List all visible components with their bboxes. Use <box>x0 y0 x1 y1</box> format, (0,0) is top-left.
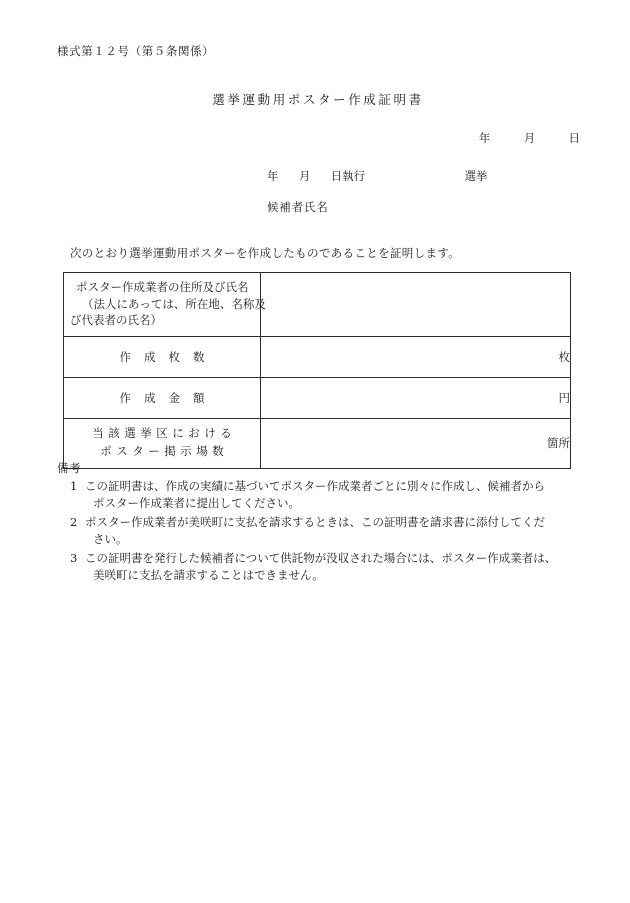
note-body <box>85 478 577 513</box>
note-line: この証明書を発行した候補者について供託物が没収された場合には、ポスター作成業者は、 <box>85 550 557 565</box>
candidate-name-label: 候補者氏名 <box>267 200 329 214</box>
note-number: 1 <box>70 479 78 493</box>
form-number: 様式第１２号（第５条関係） <box>57 44 215 58</box>
table-row <box>64 273 571 337</box>
note-body <box>85 550 577 585</box>
label-line: ポスター掲示場数 <box>100 443 229 458</box>
note-body <box>85 514 577 549</box>
note-line: ポスター作成業者が美咲町に支払を請求するときは、この証明書を請求書に添付してくだ <box>85 514 545 529</box>
label-line: 当該選挙区における <box>92 426 237 441</box>
note-item <box>57 478 577 513</box>
issue-date-line <box>479 130 580 146</box>
note-number: 2 <box>70 514 78 529</box>
note-number: 3 <box>70 550 78 565</box>
issue-date-year-label: 年 <box>478 131 491 145</box>
notes-heading: 備考 <box>57 461 81 475</box>
row-label-print-quantity <box>64 337 261 378</box>
lead-in-statement: 次のとおり選挙運動用ポスターを作成したものであることを証明します。 <box>70 246 461 260</box>
note-line: この証明書は、作成の実績に基づいてポスター作成業者ごとに別々に作成し、候補者から <box>85 479 545 493</box>
label-line: 作成金額 <box>119 391 218 406</box>
issue-date-month-label: 月 <box>523 131 536 145</box>
table-row <box>64 337 571 378</box>
election-day-exec-label: 日執行 <box>330 169 366 183</box>
value-field-print-amount[interactable] <box>261 378 571 419</box>
unit-label-yen: 円 <box>558 391 570 406</box>
note-line: ポスター作成業者に提出してください。 <box>93 496 300 511</box>
value-field-print-quantity[interactable] <box>261 337 571 378</box>
row-label-print-amount <box>64 378 261 419</box>
certificate-table <box>63 272 571 469</box>
notes-section <box>57 460 577 585</box>
election-year-label: 年 <box>267 169 279 183</box>
label-line: び代表者の氏名） <box>70 313 162 328</box>
label-line: 作成枚数 <box>119 350 218 365</box>
label-line: （法人にあっては、所在地、名称及 <box>82 296 266 311</box>
table-row <box>64 378 571 419</box>
unit-label-locations: 箇所 <box>547 436 570 451</box>
page-title: 選挙運動用ポスター作成証明書 <box>212 92 424 107</box>
label-line: ポスター作成業者の住所及び氏名 <box>76 280 249 294</box>
note-item <box>57 550 577 585</box>
note-item <box>57 514 577 549</box>
election-execution-line <box>267 168 487 184</box>
note-line: さい。 <box>93 532 128 547</box>
unit-label-sheets: 枚 <box>558 350 570 365</box>
issue-date-day-label: 日 <box>568 131 580 145</box>
election-month-label: 月 <box>298 169 311 183</box>
note-line: 美咲町に支払を請求することはできません。 <box>93 568 324 583</box>
row-label-contractor-address <box>64 273 266 337</box>
election-name-label: 選挙 <box>464 169 488 183</box>
value-field-contractor-address[interactable] <box>261 273 571 337</box>
